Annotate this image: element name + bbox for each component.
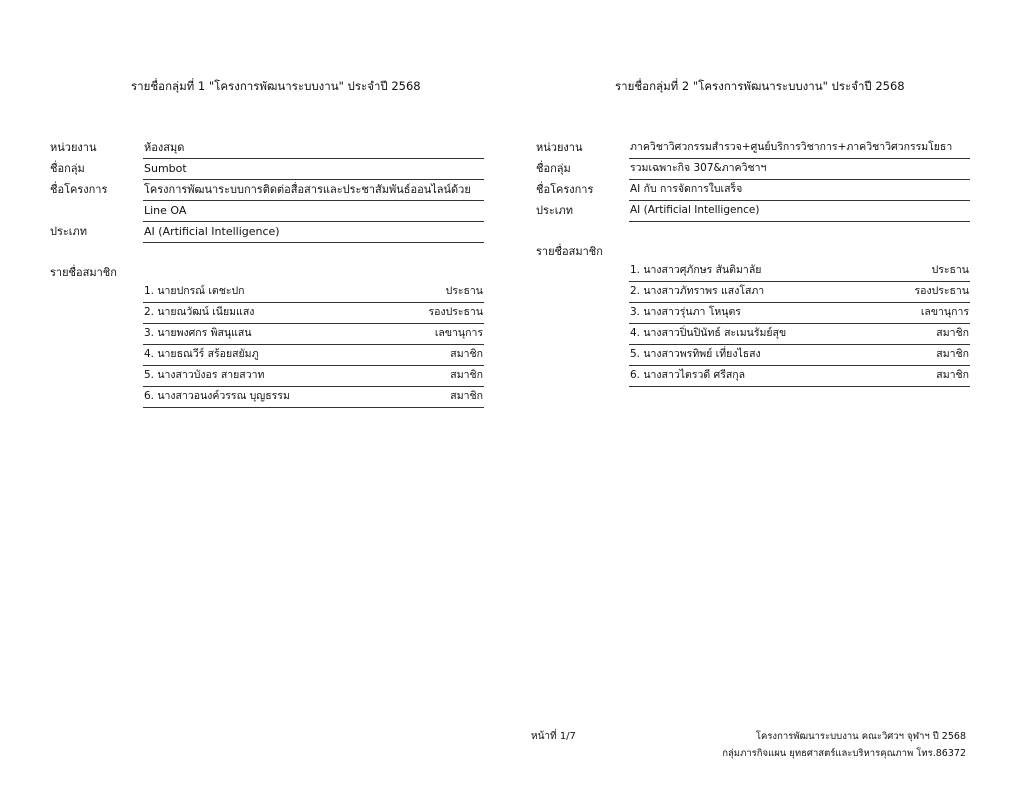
- info-value: ห้องสมุด: [143, 140, 484, 159]
- member-name: 2. นางสาวภัทราพร แสงโสภา: [630, 285, 765, 297]
- member-role: สมาชิก: [450, 369, 483, 381]
- info-value: AI (Artificial Intelligence): [629, 203, 970, 222]
- group-2-title: รายชื่อกลุ่มที่ 2 "โครงการพัฒนาระบบงาน" ประจำปี 2568: [615, 79, 905, 93]
- info-label: หน่วยงาน: [50, 141, 97, 154]
- member-role: สมาชิก: [450, 390, 483, 402]
- member-row: [629, 366, 970, 387]
- info-row: [536, 180, 970, 201]
- member-row: [629, 303, 970, 324]
- info-row: [50, 159, 484, 180]
- info-row: [536, 201, 970, 222]
- info-value: โครงการพัฒนาระบบการติดต่อสื่อสารและประชาสัมพันธ์ออนไลน์ด้วย: [143, 182, 484, 201]
- footer-line-1: โครงการพัฒนาระบบงาน คณะวิศวฯ จุฬาฯ ปี 2568: [755, 731, 966, 742]
- member-name: 3. นางสาวรุ่นภา โหนุตร: [630, 306, 741, 318]
- member-row: [143, 324, 484, 345]
- info-label: ชื่อกลุ่ม: [536, 162, 571, 175]
- info-value: รวมเฉพาะกิจ 307&ภาควิชาฯ: [629, 161, 970, 180]
- info-label: ชื่อโครงการ: [536, 183, 594, 196]
- member-row: [629, 261, 970, 282]
- member-name: 2. นายณวัฒน์ เนียมแสง: [144, 306, 255, 318]
- member-name: 6. นางสาวไตรวดี ศรีสกุล: [630, 369, 746, 381]
- member-name: 1. นายปกรณ์ เตชะปก: [144, 285, 245, 297]
- member-role: ประธาน: [931, 264, 969, 276]
- member-name: 1. นางสาวศุภักษร สันติมาลัย: [630, 264, 762, 276]
- member-row: [143, 387, 484, 408]
- member-name: 3. นายพงศกร พิสนุแสน: [144, 327, 252, 339]
- info-row: [536, 138, 970, 159]
- member-row: [143, 282, 484, 303]
- footer-line-2: กลุ่มภารกิจแผน ยุทธศาสตร์และบริหารคุณภาพ โทร.86372: [722, 748, 966, 759]
- member-name: 4. นายธณวีร์ สร้อยสยัมภู: [144, 348, 259, 360]
- info-value: AI (Artificial Intelligence): [143, 224, 484, 243]
- member-role: ประธาน: [445, 285, 483, 297]
- info-label: ประเภท: [536, 204, 574, 217]
- info-label: ชื่อกลุ่ม: [50, 162, 85, 175]
- info-row: [50, 138, 484, 159]
- info-row: [50, 222, 484, 243]
- member-row: [629, 282, 970, 303]
- member-row: [629, 324, 970, 345]
- info-value: Sumbot: [143, 161, 484, 180]
- info-label: หน่วยงาน: [536, 141, 583, 154]
- group-1-info-table: [50, 138, 484, 243]
- member-role: สมาชิก: [936, 327, 969, 339]
- info-value: ภาควิชาวิศวกรรมสำรวจ+ศูนย์บริการวิชาการ+ภาควิชาวิศวกรรมโยธา: [629, 140, 970, 159]
- info-value: Line OA: [143, 203, 484, 222]
- info-value: AI กับ การจัดการใบเสร็จ: [629, 182, 970, 201]
- member-role: เลขานุการ: [920, 306, 969, 318]
- group-1-member-list: [143, 282, 484, 408]
- member-role: สมาชิก: [450, 348, 483, 360]
- member-name: 4. นางสาวปิ่นปินัทธ์ สะเมนรัมย์สุข: [630, 327, 787, 339]
- member-name: 5. นางสาวบังอร สายสวาท: [144, 369, 265, 381]
- info-label: ประเภท: [50, 225, 88, 238]
- member-row: [143, 366, 484, 387]
- group-2-info-table: [536, 138, 970, 222]
- member-row: [143, 345, 484, 366]
- members-label: รายชื่อสมาชิก: [536, 245, 603, 258]
- info-row: [536, 159, 970, 180]
- group-1-title: รายชื่อกลุ่มที่ 1 "โครงการพัฒนาระบบงาน" ประจำปี 2568: [131, 79, 421, 93]
- member-row: [143, 303, 484, 324]
- member-role: สมาชิก: [936, 348, 969, 360]
- member-role: รองประธาน: [428, 306, 483, 318]
- members-label: รายชื่อสมาชิก: [50, 266, 117, 279]
- member-role: รองประธาน: [914, 285, 969, 297]
- page-number: หน้าที่ 1/7: [531, 731, 576, 742]
- info-label: ชื่อโครงการ: [50, 183, 108, 196]
- footer-credits: [722, 728, 966, 762]
- member-name: 6. นางสาวอนงค์วรรณ บุญธรรม: [144, 390, 290, 402]
- member-row: [629, 345, 970, 366]
- info-row: [50, 180, 484, 201]
- info-row: [50, 201, 484, 222]
- member-name: 5. นางสาวพรทิพย์ เที่ยงไธสง: [630, 348, 761, 360]
- group-2-member-list: [629, 261, 970, 387]
- member-role: เลขานุการ: [434, 327, 483, 339]
- member-role: สมาชิก: [936, 369, 969, 381]
